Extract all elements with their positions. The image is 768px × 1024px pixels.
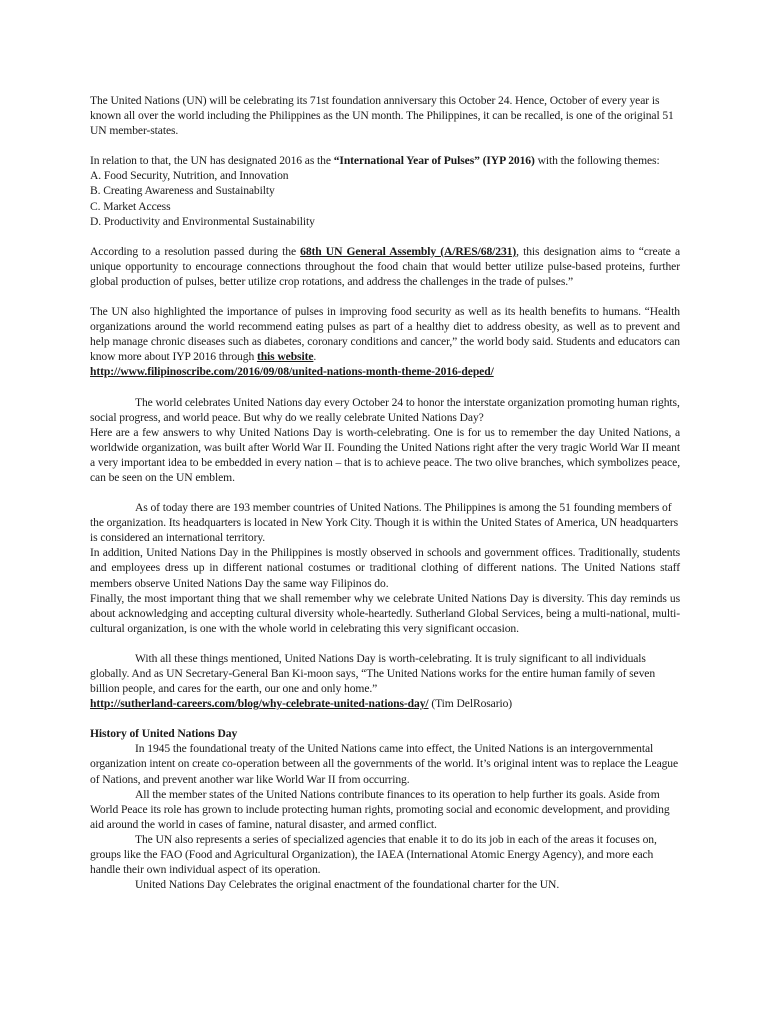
- celebration-paragraph: The world celebrates United Nations day every October 24 to honor the interstate organization promoting human rights, social progress, and world peace. But why do we really celebrate United Nations Day?: [90, 395, 680, 424]
- iyp-paragraph: [90, 153, 680, 168]
- source-url-1: [90, 364, 680, 379]
- iyp-title: “International Year of Pulses” (IYP 2016): [333, 154, 535, 168]
- sutherland-link[interactable]: http://sutherland-careers.com/blog/why-celebrate-united-nations-day/: [90, 697, 429, 711]
- history-heading: History of United Nations Day: [90, 727, 238, 741]
- conclusion-paragraph: With all these things mentioned, United Nations Day is worth-celebrating. It is truly significant to all individuals globally. And as UN Secretary-General Ban Ki-moon says, “The United Nations works for the entire human family of seven billion people, and cares for the earth, our one and only home.”: [90, 651, 656, 696]
- themes-list: [90, 168, 680, 228]
- health-text: The UN also highlighted the importance of pulses in improving food security as well as its health benefits to humans. “Health organizations around the world recommend eating pulses as part of a healthy diet to address obesity, as well as to prevent and help manage chronic diseases such as diabetes, coronary conditions and cancer,” the world body said. Students and educators can know more about IYP 2016 through: [90, 305, 680, 364]
- resolution-intro-text: According to a resolution passed during the: [90, 244, 301, 258]
- general-assembly-link[interactable]: 68th UN General Assembly (A/RES/68/231): [300, 244, 517, 258]
- history-paragraph-2: All the member states of the United Nations contribute finances to its operation to help further its goals. Aside from World Peace its role has grown to include protecting human rights, promoting social and economic development, and providing aid around the world in cases of famine, natural disaster, and armed conflict.: [90, 787, 670, 831]
- intro-paragraph: The United Nations (UN) will be celebrating its 71st foundation anniversary this October 24. Hence, October of every year is known all over the world including the Philippines as the UN month. The Philippines, it can be recalled, is one of the original 51 UN member-states.: [90, 94, 674, 138]
- iyp-after-text: with the following themes:: [534, 154, 660, 168]
- this-website-link[interactable]: this website: [256, 350, 314, 364]
- resolution-quote-text: , this designation aims to “create a unique opportunity to encourage connections throughout the food chain that would better utilize pulse-based proteins, further global production of pulses, better utilize crop rotations, and address the challenges in the trade of pulses.”: [90, 244, 680, 288]
- history-paragraph-3: The UN also represents a series of specialized agencies that enable it to do its job in each of the areas it focuses on, groups like the FAO (Food and Agricultural Organization), the IAEA (International Atomic Energy Agency), and more each handle their own individual aspect of its operation.: [90, 832, 657, 877]
- resolution-paragraph: [90, 244, 680, 289]
- filipinoscribe-link[interactable]: http://www.filipinoscribe.com/2016/09/08/united-nations-month-theme-2016-deped/: [90, 365, 494, 379]
- philippines-paragraph: In addition, United Nations Day in the Philippines is mostly observed in schools and government offices. Traditionally, students and employees dress up in different national costumes or traditional clothing of different nations. The United Nations staff members observe United Nations Day the same way Filipinos do.: [90, 546, 680, 590]
- iyp-intro-text: In relation to that, the UN has designated 2016 as the: [90, 154, 334, 168]
- theme-item: A. Food Security, Nutrition, and Innovation: [90, 169, 289, 183]
- history-paragraph-4: United Nations Day Celebrates the original enactment of the foundational charter for the UN.: [135, 878, 560, 892]
- source-credit: (Tim DelRosario): [428, 697, 513, 711]
- diversity-paragraph: Finally, the most important thing that we shall remember why we celebrate United Nations Day is diversity. This day reminds us about acknowledging and accepting cultural diversity whole-heartedly. Sutherland Global Services, being a multi-national, multi-cultural organization, is one with the whole world in celebrating this very significant occasion.: [90, 591, 680, 635]
- health-end: .: [313, 350, 317, 364]
- theme-item: C. Market Access: [90, 199, 171, 213]
- members-paragraph: As of today there are 193 member countries of United Nations. The Philippines is among the 51 founding members of the organization. Its headquarters is located in New York City. Though it is within the United States of America, UN headquarters is considered an international territory.: [90, 501, 679, 545]
- source-url-2: [90, 696, 680, 711]
- theme-item: D. Productivity and Environmental Sustainability: [90, 214, 315, 228]
- history-paragraph-1: In 1945 the foundational treaty of the United Nations came into effect, the United Nations is an intergovernmental organization intent on create co-operation between all the governments of the world. It’s original intent was to replace the League of Nations, and prevent another war like World War II from occurring.: [90, 742, 679, 786]
- theme-item: B. Creating Awareness and Sustainabilty: [90, 184, 275, 198]
- health-paragraph: [90, 304, 680, 364]
- reasons-paragraph: Here are a few answers to why United Nations Day is worth-celebrating. One is for us to remember the day United Nations, a worldwide organization, was built after World War II. Founding the United Nations right after the very tragic World War II meant a very important idea to be embedded in every nation – that is to achieve peace. The two olive branches, which symbolizes peace, can be seen on the UN emblem.: [90, 425, 680, 484]
